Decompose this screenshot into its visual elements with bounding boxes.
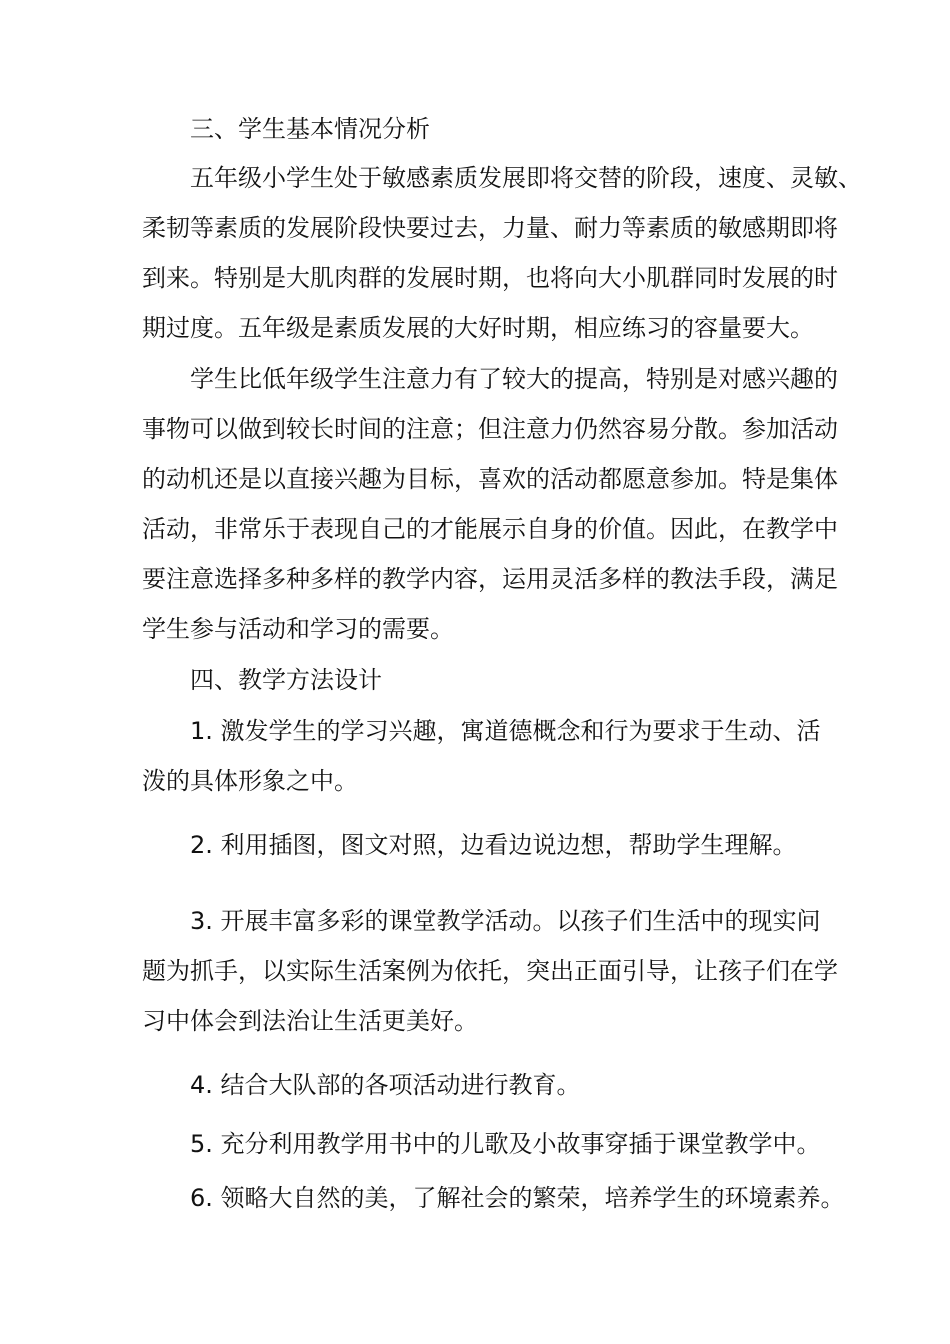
section-heading-3: 三、学生基本情况分析 — [190, 115, 430, 143]
list-item-line: 1. 激发学生的学习兴趣，寓道德概念和行为要求于生动、活 — [190, 717, 821, 745]
paragraph-line: 事物可以做到较长时间的注意；但注意力仍然容易分散。参加活动 — [142, 415, 838, 443]
paragraph-line: 到来。特别是大肌肉群的发展时期，也将向大小肌群同时发展的时 — [142, 264, 838, 292]
list-item-line: 泼的具体形象之中。 — [142, 767, 358, 795]
list-item-line: 5. 充分利用教学用书中的儿歌及小故事穿插于课堂教学中。 — [190, 1130, 821, 1158]
list-item-line: 2. 利用插图，图文对照，边看边说边想，帮助学生理解。 — [190, 831, 797, 859]
section-heading-4: 四、教学方法设计 — [190, 666, 382, 694]
paragraph-line: 的动机还是以直接兴趣为目标，喜欢的活动都愿意参加。特是集体 — [142, 465, 838, 493]
paragraph-line: 学生比低年级学生注意力有了较大的提高，特别是对感兴趣的 — [190, 365, 838, 393]
paragraph-line: 五年级小学生处于敏感素质发展即将交替的阶段，速度、灵敏、 — [190, 164, 862, 192]
list-item-line: 3. 开展丰富多彩的课堂教学活动。以孩子们生活中的现实问 — [190, 907, 821, 935]
list-item-line: 6. 领略大自然的美，了解社会的繁荣，培养学生的环境素养。 — [190, 1184, 845, 1212]
paragraph-line: 要注意选择多种多样的教学内容，运用灵活多样的教法手段，满足 — [142, 565, 838, 593]
paragraph-line: 柔韧等素质的发展阶段快要过去，力量、耐力等素质的敏感期即将 — [142, 214, 838, 242]
paragraph-line: 学生参与活动和学习的需要。 — [142, 615, 454, 643]
list-item-line: 习中体会到法治让生活更美好。 — [142, 1007, 478, 1035]
paragraph-line: 活动，非常乐于表现自己的才能展示自身的价值。因此，在教学中 — [142, 515, 838, 543]
list-item-line: 题为抓手，以实际生活案例为依托，突出正面引导，让孩子们在学 — [142, 957, 838, 985]
list-item-line: 4. 结合大队部的各项活动进行教育。 — [190, 1071, 581, 1099]
paragraph-line: 期过度。五年级是素质发展的大好时期，相应练习的容量要大。 — [142, 314, 814, 342]
